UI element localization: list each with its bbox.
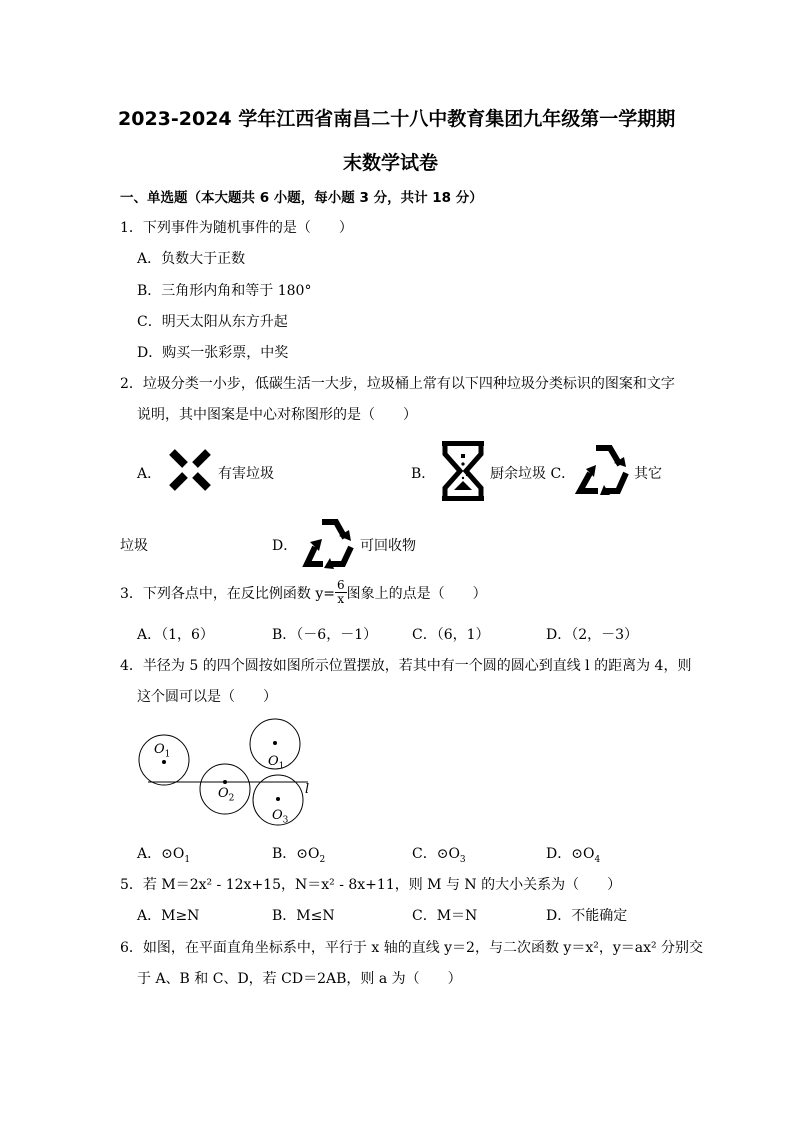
- recyclable-icon: [300, 516, 358, 570]
- q2-option-d-letter: D．: [272, 538, 298, 554]
- question-4-stem-line2: 这个圆可以是（ ）: [137, 689, 277, 705]
- q2-option-c-label: 其它: [634, 466, 662, 482]
- question-1-stem: 1．下列事件为随机事件的是（ ）: [120, 220, 353, 236]
- q3-option-c: C．（6，1）: [412, 627, 490, 643]
- q3-fraction-numerator: 6: [337, 578, 345, 592]
- q2-option-c-label-cont: 垃圾: [120, 538, 148, 554]
- q3-option-d: D．（2，－3）: [546, 627, 639, 643]
- q2-option-b-label: 厨余垃圾 C．: [490, 466, 576, 482]
- q2-option-d-label: 可回收物: [360, 538, 416, 554]
- label-o1: $O_1$: [154, 742, 171, 760]
- q1-option-d: D．购买一张彩票，中奖: [137, 345, 289, 361]
- question-2-stem-line2: 说明，其中图案是中心对称图形的是（ ）: [137, 407, 417, 423]
- label-o2: $O_2$: [218, 786, 235, 804]
- q1-option-b: B．三角形内角和等于 180°: [137, 283, 312, 299]
- circles-figure: [130, 712, 330, 832]
- label-o3: $O_3$: [272, 808, 289, 826]
- label-o4: $O_1$: [268, 754, 285, 772]
- page-title-line1: 2023-2024 学年江西省南昌二十八中教育集团九年级第一学期期: [118, 108, 676, 130]
- q5-option-c: C．M＝N: [412, 908, 478, 924]
- q3-fraction-denominator: x: [337, 592, 345, 606]
- question-4-stem-line1: 4．半径为 5 的四个圆按如图所示位置摆放，若其中有一个圆的圆心到直线 l 的距离为 4，则: [120, 658, 692, 674]
- other-waste-icon: [574, 443, 632, 497]
- question-2-stem-line1: 2．垃圾分类一小步，低碳生活一大步，垃圾桶上常有以下四种垃圾分类标识的图案和文字: [120, 376, 675, 392]
- question-6-stem-line2: 于 A、B 和 C、D，若 CD＝2AB，则 a 为（ ）: [137, 971, 462, 987]
- q5-option-b: B．M≤N: [272, 908, 335, 924]
- q3-fraction: [335, 579, 347, 606]
- hazardous-waste-icon: [166, 446, 214, 494]
- kitchen-waste-icon: [440, 440, 486, 502]
- q5-option-d: D．不能确定: [546, 908, 628, 924]
- question-6-stem-line1: 6．如图，在平面直角坐标系中，平行于 x 轴的直线 y＝2，与二次函数 y＝x²，y＝ax² 分别交: [120, 940, 704, 956]
- section-heading: 一、单选题（本大题共 6 小题，每小题 3 分，共计 18 分）: [120, 190, 483, 206]
- q4-option-c: C．$⊙O_3$: [412, 846, 466, 865]
- q1-option-c: C．明天太阳从东方升起: [137, 314, 288, 330]
- question-5-stem: 5．若 M＝2x² - 12x+15，N＝x² - 8x+11，则 M 与 N 的大小关系为（ ）: [120, 877, 622, 893]
- label-line-l: l: [305, 782, 310, 797]
- question-3-stem: [120, 579, 487, 606]
- q3-option-a: A．（1，6）: [137, 627, 214, 643]
- q4-option-d: D．$⊙O_4$: [546, 846, 601, 865]
- q3-stem-pre: 3．下列各点中，在反比例函数 y=: [120, 585, 335, 602]
- page-title-line2: 末数学试卷: [343, 152, 439, 174]
- q4-option-b: B．$⊙O_2$: [272, 846, 326, 865]
- q3-option-b: B．（－6，－1）: [272, 627, 378, 643]
- q3-stem-post: 图象上的点是（ ）: [346, 585, 487, 602]
- q1-option-a: A．负数大于正数: [137, 251, 246, 267]
- q5-option-a: A．M≥N: [137, 908, 200, 924]
- q2-option-b-letter: B．: [411, 466, 436, 482]
- q2-option-a-letter: A．: [137, 466, 162, 482]
- q2-option-a-label: 有害垃圾: [218, 466, 274, 482]
- q4-option-a: A．$⊙O_1$: [137, 846, 191, 865]
